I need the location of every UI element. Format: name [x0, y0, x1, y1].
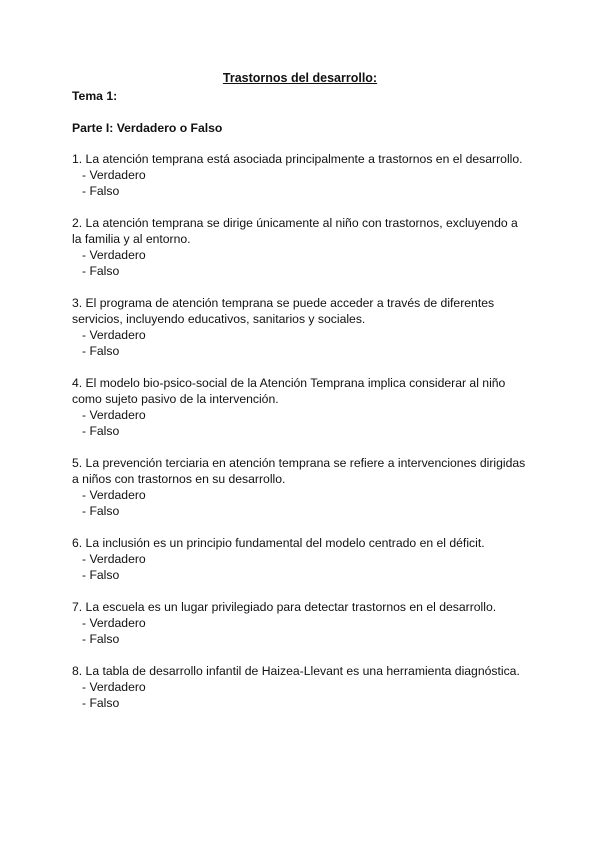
- option-verdadero: - Verdadero: [82, 408, 146, 422]
- question-text-line: servicios, incluyendo educativos, sanitarios y sociales.: [72, 312, 366, 326]
- question-text-line: 2. La atención temprana se dirige únicamente al niño con trastornos, excluyendo a: [72, 216, 518, 230]
- option-falso: - Falso: [82, 696, 120, 710]
- question-text-line: 3. El programa de atención temprana se puede acceder a través de diferentes: [72, 296, 495, 310]
- question-text-line: 8. La tabla de desarrollo infantil de Haizea-Llevant es una herramienta diagnóstica.: [72, 664, 520, 678]
- option-falso: - Falso: [82, 424, 120, 438]
- option-falso: - Falso: [82, 264, 120, 278]
- question-text-line: 7. La escuela es un lugar privilegiado para detectar trastornos en el desarrollo.: [72, 600, 497, 614]
- question-text-line: 6. La inclusión es un principio fundamental del modelo centrado en el déficit.: [72, 536, 485, 550]
- part-heading: Parte I: Verdadero o Falso: [72, 121, 223, 135]
- option-verdadero: - Verdadero: [82, 680, 146, 694]
- question-text-line: 1. La atención temprana está asociada principalmente a trastornos en el desarrollo.: [72, 152, 523, 166]
- option-verdadero: - Verdadero: [82, 552, 146, 566]
- option-verdadero: - Verdadero: [82, 616, 146, 630]
- option-falso: - Falso: [82, 504, 120, 518]
- question-text-line: la familia y al entorno.: [72, 232, 191, 246]
- option-verdadero: - Verdadero: [82, 168, 146, 182]
- option-verdadero: - Verdadero: [82, 248, 146, 262]
- option-falso: - Falso: [82, 184, 120, 198]
- option-falso: - Falso: [82, 344, 120, 358]
- question-text-line: 4. El modelo bio-psico-social de la Atención Temprana implica considerar al niño: [72, 376, 506, 390]
- topic-heading: Tema 1:: [72, 89, 118, 103]
- question-text-line: como sujeto pasivo de la intervención.: [72, 392, 279, 406]
- option-falso: - Falso: [82, 632, 120, 646]
- option-falso: - Falso: [82, 568, 120, 582]
- document-title: Trastornos del desarrollo:: [222, 71, 378, 85]
- option-verdadero: - Verdadero: [82, 488, 146, 502]
- question-text-line: a niños con trastornos en su desarrollo.: [72, 472, 286, 486]
- option-verdadero: - Verdadero: [82, 328, 146, 342]
- question-text-line: 5. La prevención terciaria en atención temprana se refiere a intervenciones dirigidas: [72, 456, 526, 470]
